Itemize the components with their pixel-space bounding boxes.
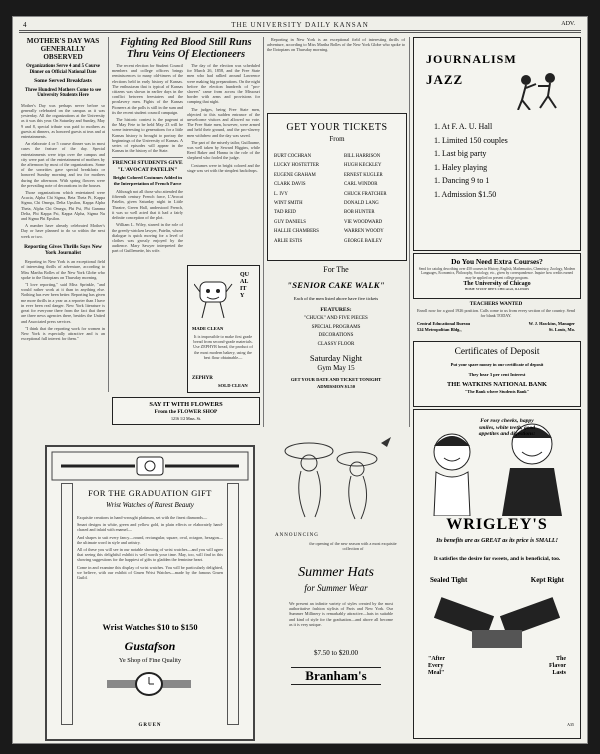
chicago-sub: HOME STUDY DEPT. CHICAGO, ILLINOIS bbox=[464, 287, 530, 292]
branhams-announcing: ANNOUNCING bbox=[275, 533, 319, 538]
wrigley-brand: WRIGLEY'S bbox=[446, 516, 548, 533]
chicago-body: Send for catalog describing over 450 courses in History, English, Mathematics, Chemistry, Zoology, Modern Languages, Economics, Philosophy, Sociology, etc., given by correspondence. Inquire how credits earned may be applied on present college program. bbox=[418, 267, 576, 280]
flavor-line-2: Flavor bbox=[549, 663, 566, 669]
after-line-2: Every bbox=[428, 663, 444, 669]
sold-clean: SOLD CLEAN bbox=[218, 383, 248, 388]
article-body: An elaborate 4 or 5 course dinner was in most cases the feature of the day. Special entertainments were trips over the campus and city were part of the entertainment of mothers by the afternoon by most of the organizations. Some of the sororities gave special breakfasts or honored Sunday morning and tea for mothers during the afternoon. With spring flowers were the prevailing note of decorations in the houses. bbox=[21, 141, 105, 188]
gruen-paragraph: All of these you will see in our notable showing of wrist watches—and you will agree that seeing this delightful exhibit is well worth your time. May, too, will find in this showing suggestions for the happiest of gifts to gladden the feminine heart. bbox=[77, 547, 223, 563]
article-body: "I love reporting," said Miss Sprinkle, "and would rather work at it than in anything else. Nothing has ever been better. Reporting has given me more thrills in a year as a reporter than I have in ever been real danger. New York literature is great for everyone there from the fact that there are three news agencies there, besides the United and Associated press services. bbox=[21, 282, 105, 324]
deposit-title: Certificates of Deposit bbox=[454, 347, 540, 357]
after-line-1: "After bbox=[428, 656, 445, 662]
senior-gettix: GET YOUR DATE AND TICKET TONIGHT bbox=[290, 377, 382, 383]
senior-sub: Each of the men listed above have five tickets bbox=[293, 296, 379, 301]
zephyr-brand: ZEPHYR bbox=[192, 376, 213, 381]
headline-mothers-day: MOTHER'S DAY WAS GENERALLY OBSERVED bbox=[26, 37, 100, 61]
flower-sub: From the FLOWER SHOP bbox=[154, 409, 218, 415]
wrigley-kept: Kept Right bbox=[530, 576, 564, 584]
branhams-name: Branham's bbox=[291, 667, 381, 685]
deposit-line1: Put your spare money in our certificate of deposit bbox=[450, 362, 544, 367]
wrigley-tagline: For rosy cheeks, happy smiles, white teeth, good appetites and digestions: bbox=[478, 418, 536, 438]
wrigleys-ad bbox=[413, 409, 581, 739]
article-body: The day of the election was scheduled for March 26, 1858, and the Free State men who had rallied around Lawrence were making big preparations. On the night before the election hundreds of "pro-slavers" came from across the Missouri border with arms and provisions for camping that night. bbox=[187, 63, 260, 105]
watkins-bank-ad bbox=[413, 341, 581, 407]
teachers-title: TEACHERS WANTED bbox=[469, 301, 523, 307]
ticket-seller-name: GUY DANIELS bbox=[274, 219, 306, 225]
feature-item: CLASSY FLOOR bbox=[317, 341, 355, 347]
ticket-seller-name: EUGENE GRAHAM bbox=[274, 172, 316, 178]
wrigley-satisfies: It satisfies the desire for sweets, and is beneficial, too. bbox=[433, 556, 561, 562]
deposit-line2: They bear 3 per cent Interest bbox=[468, 372, 526, 377]
quality-word: QUALITY bbox=[240, 272, 249, 299]
deposit-bank: THE WATKINS NATIONAL BANK bbox=[447, 381, 547, 388]
masthead-right: ADV. bbox=[561, 21, 575, 27]
wrigley-benefits: Its benefits are as GREAT as its price is SMALL! bbox=[436, 538, 558, 544]
deck: Some Served Breakfasts bbox=[34, 78, 92, 85]
senior-night: Saturday Night bbox=[309, 353, 363, 364]
jazz-item: 1. Dancing 9 to 1 bbox=[434, 176, 490, 186]
tickets-title: GET YOUR TICKETS bbox=[286, 122, 388, 133]
senior-gym: Gym May 15 bbox=[317, 364, 355, 373]
ticket-seller-name: ERNEST KUGLER bbox=[344, 172, 383, 178]
ticket-seller-name: CARL WINDOR bbox=[344, 182, 378, 188]
column-election-a bbox=[112, 63, 183, 254]
senior-for: For The bbox=[323, 265, 349, 274]
after-line-3: Meal" bbox=[428, 670, 445, 676]
journalism-jazz-ad bbox=[413, 37, 581, 251]
zephyr-bread-ad bbox=[187, 265, 260, 393]
jazz-list bbox=[434, 120, 508, 202]
chicago-name: The University of Chicago bbox=[463, 281, 531, 288]
feature-item: "CHUCK" AND FIVE PIECES bbox=[304, 316, 368, 321]
ticket-seller-name: TAD REID bbox=[274, 210, 296, 216]
ticket-seller-name: CHUCK FRATCHER bbox=[344, 191, 387, 197]
after-every-meal bbox=[428, 656, 445, 677]
ticket-seller-name: CLARK DAVIS bbox=[274, 182, 306, 188]
ticket-seller-name: BOB HUNTER bbox=[344, 210, 375, 216]
teachers-left-2: 524 Metropolitan Bldg., bbox=[417, 327, 462, 332]
flavor-line-1: The bbox=[555, 656, 566, 662]
gruen-body bbox=[77, 515, 223, 580]
headline-election: Fighting Red Blood Still Runs Thru Veins Of Electioneers bbox=[120, 37, 252, 60]
jazz-item: 1. Admission $1.50 bbox=[434, 189, 497, 199]
feature-item: DECORATIONS bbox=[318, 333, 354, 339]
gum-packages-icon bbox=[432, 592, 562, 652]
column-election-cont bbox=[267, 37, 405, 53]
senior-title: "SENIOR CAKE WALK" bbox=[287, 280, 385, 290]
ticket-seller-name: L. IVY bbox=[274, 191, 288, 197]
newspaper-page bbox=[12, 16, 588, 744]
jazz-title-2: JAZZ bbox=[426, 72, 464, 87]
teachers-right: W. J. Hawkins, Manager bbox=[528, 321, 575, 326]
article-body: Although not all those who attended the fifteenth century French farce, L'Avocat Patelin, given Saturday night in Little Theatre, Green Hall, understood French, it was so well acted that it had a fairly definite conception of the plot. bbox=[112, 189, 183, 221]
flavor-lasts bbox=[549, 656, 566, 677]
jazz-item: 1. Haley playing bbox=[434, 162, 488, 172]
masthead-title: THE UNIVERSITY DAILY KANSAN bbox=[231, 21, 369, 29]
article-body: "I think that the reporting work for women in New York is especially attractive and is an exceptional full interest for them." bbox=[21, 325, 105, 342]
hat-ladies-illustration-icon bbox=[275, 433, 401, 527]
branhams-detail: We present an infinite variety of styles created by the most authoritative fashion stylists of Paris and New York. Our Summer Millinery is remarkably attractive—hats in suitable and kind of style for the graduation—and above all become as it is very unique. bbox=[289, 601, 393, 627]
ornament-header-icon bbox=[51, 451, 249, 481]
deck: Organizations Serve 4 and 5 Course Dinner on Official National Date bbox=[26, 64, 100, 75]
article-body: Reporting in New York is an exceptional field of interesting thrills of adventure, according to Miss Martha Bolles of the New York Globe who spoke to the Ilotopians on Thursday morning. bbox=[267, 37, 405, 53]
article-body: Mother's Day was perhaps never before so generally celebrated on the campus as it was yesterday. All the organizations at the University as it was this year. On Saturday and Sunday, May 9 and 8, special tribute was paid to mothers as guests at dinners, as honored guests at teas and at entertainments. bbox=[21, 102, 105, 139]
jazz-item: 1. Limited 150 couples bbox=[434, 135, 508, 145]
ticket-seller-name: WARREN WOODY bbox=[344, 229, 384, 235]
gruen-paragraph: Exquisite creations in hand-wrought platinum, set with the finest diamonds— bbox=[77, 515, 208, 520]
gustafson-name: Gustafson bbox=[124, 639, 176, 653]
column-mothers-day bbox=[21, 37, 105, 341]
ticket-seller-name: BILL HARRISON bbox=[344, 154, 381, 159]
flower-addr: 1216 1/2 Mass. St. bbox=[171, 416, 201, 421]
ticket-seller-name: ARLIE ESTIS bbox=[274, 238, 303, 244]
teachers-body: Enroll now for a good 1926 position. Calls come to us from every section of the country. Send for blank TODAY. bbox=[417, 308, 576, 319]
tickets-ad bbox=[267, 113, 407, 261]
teachers-left: Central Educational Bureau bbox=[417, 321, 471, 326]
features-label: FEATURES: bbox=[320, 307, 352, 313]
chicago-title: Do You Need Extra Courses? bbox=[451, 257, 543, 266]
article-body: The recent election for Student Council members and college officers brings reminiscences to many old-timers of the elections held in early history of Kansas. The enthusiasm that is typical of Kansas citizens was shown in earlier days in the conflict between freestaters and the proslavery men. Fights of the Kansas Pioneers at the polls is still in the sum and its the recent student council campaign. bbox=[112, 63, 183, 115]
branhams-title-1: Summer Hats bbox=[298, 565, 374, 580]
article-body: A number have already celebrated Mother's Day or have planned to do so within the next week or two. bbox=[21, 223, 105, 239]
senior-admission: ADMISSION $1.50 bbox=[316, 384, 356, 390]
gruen-price: Wrist Watches $10 to $150 bbox=[102, 623, 198, 632]
deck: Three Hundred Mothers Come to see University Students Here bbox=[24, 87, 102, 99]
branhams-ad bbox=[267, 433, 405, 735]
teachers-ad bbox=[413, 301, 579, 337]
chicago-ad bbox=[413, 253, 581, 299]
tickets-from: From bbox=[329, 135, 345, 143]
page-number: 4 bbox=[23, 21, 27, 29]
gruen-sub: Wrist Watches of Rarest Beauty bbox=[106, 501, 194, 509]
gruen-paragraph: Smart designs in white, green and yellow gold, in plain effects or elaborately hand-chased and inlaid with enamel— bbox=[77, 522, 223, 533]
zephyr-body: It is impossible to make first grade bread from second-grade materials. Use ZEPHYR bread, the product of the most modern bakery, using the best flour obtainable— bbox=[193, 334, 253, 360]
ticket-sellers-right bbox=[344, 152, 404, 246]
subhead-reporting: Reporting Gives Thrills Says New York Journalist bbox=[24, 243, 102, 257]
ticket-seller-name: WINT SMITH bbox=[274, 201, 303, 207]
flower-shop-ad bbox=[112, 397, 260, 425]
ticket-seller-name: LUCKY HOSTETTER bbox=[274, 163, 319, 169]
deck: Bright Colored Costumes Added in the Interpretation of French Farce bbox=[113, 175, 182, 186]
deposit-motto: "The Bank where Students Bank" bbox=[464, 389, 530, 394]
feature-item: SPECIAL PROGRAMS bbox=[311, 324, 361, 330]
jazz-item: 1. Last big party bbox=[434, 149, 487, 159]
ticket-seller-name: BURT COCHRAN bbox=[274, 154, 312, 159]
article-body: Those organizations which entertained were Acacia, Alpha Chi Sigma, Beta Theta Pi, Kappa Sigma, Chi Omega, Delta Upsilon, Kappa Alpha Theta, Alpha Chi Omega, Phi Psi, Phi Gamma Delta, Phi Kappa Psi, Kappa Alpha, Sigma Nu and Sigma Phi Epsilon. bbox=[21, 190, 105, 222]
jazz-title-1: JOURNALISM bbox=[426, 52, 517, 66]
gruen-logo: GRUEN bbox=[138, 723, 162, 728]
column-election-b bbox=[187, 63, 260, 173]
gustafson-shop: Ye Shop of Fine Quality bbox=[118, 657, 182, 664]
article-body: Costumes were in bright colored and the stage was set with the simplest backdrops. bbox=[187, 162, 260, 173]
branhams-body: the opening of the new season with a most exquisite collection of bbox=[309, 541, 397, 552]
subhead-french-students: FRENCH STUDENTS GIVE "L'AVOCAT PATELIN" bbox=[112, 157, 183, 173]
article-body: The part of the miserly tailor, Guillaume, was well taken by Seward Higgins, while Reed Baker and Hanna in the role of the shepherd who fooled the judge. bbox=[187, 139, 260, 161]
features-list bbox=[267, 315, 405, 349]
ticket-seller-name: HALLIE CHAMBERS bbox=[274, 229, 319, 235]
jazz-dancers-icon bbox=[510, 72, 570, 110]
jazz-item: 1. At F. A. U. Hall bbox=[434, 122, 493, 131]
wrist-watch-icon bbox=[107, 671, 191, 697]
branhams-title-2: for Summer Wear bbox=[304, 583, 368, 593]
gruen-title: FOR THE GRADUATION GIFT bbox=[88, 489, 212, 498]
teachers-right-2: St. Louis, Mo. bbox=[548, 327, 575, 332]
gruen-paragraph: And shapes to suit every fancy—round, rectangular, square, oval, octagon, hexagon—the ultimate word in style and artistry. bbox=[77, 534, 223, 545]
ticket-sellers-left bbox=[274, 152, 334, 246]
ticket-seller-name: GEORGE BAILEY bbox=[344, 238, 383, 244]
made-clean: MADE CLEAN bbox=[192, 326, 224, 331]
wrigley-sealed: Sealed Tight bbox=[430, 576, 468, 584]
article-body: William L. Wiley, starred in the role of the greedy-stricken lawyer, Patelin, whose dialogue is quick moving for a level of clothes was grossly enjoyed by the audience. Mary Sawyer interpreted the part of Guillemette, his wife. bbox=[112, 222, 183, 254]
flower-title: SAY IT WITH FLOWERS bbox=[149, 401, 223, 408]
flavor-line-3: Lasts bbox=[552, 670, 566, 676]
column-election bbox=[112, 37, 260, 60]
ticket-seller-name: VIE WOODWARD bbox=[344, 219, 383, 225]
branhams-price: $7.50 to $20.00 bbox=[314, 649, 358, 657]
gustafson-gruen-ad bbox=[45, 445, 255, 741]
bread-mascot-icon bbox=[194, 272, 234, 322]
ticket-seller-name: HUGH KECKLEY bbox=[344, 163, 382, 169]
article-body: The judges, being Free State men, objected to this sudden entrance of the unwelcome visitors and allowed no vote. The Free State men, however, were armed and held their ground, and the pro-slavery men withdrew and the day was saved. bbox=[187, 106, 260, 138]
wrigley-code: A35 bbox=[567, 722, 574, 727]
ticket-seller-name: DONALD LANG bbox=[344, 201, 379, 207]
article-body: Reporting in New York is an exceptional field of interesting thrills of adventure, according to Miss Martha Bolles of the New York Globe who spoke to the Ilotopians on Thursday morning. bbox=[21, 259, 105, 280]
gruen-paragraph: Come in and examine this display of wrist watches. You will be particularly delighted, we believe, with our exhibit of Gruen Wrist Watches—made by the famous Gruen Guild. bbox=[77, 564, 223, 581]
senior-cakewalk-ad bbox=[267, 265, 405, 425]
article-body: The historic contest is the pageant at the May Fete to be held May 23 will be scene interesting to generations for a little Kansas history is brought to portray the beginnings of the University of Kansas. A series of episodes will appear in the Kansas in the history of the State. bbox=[112, 117, 183, 154]
